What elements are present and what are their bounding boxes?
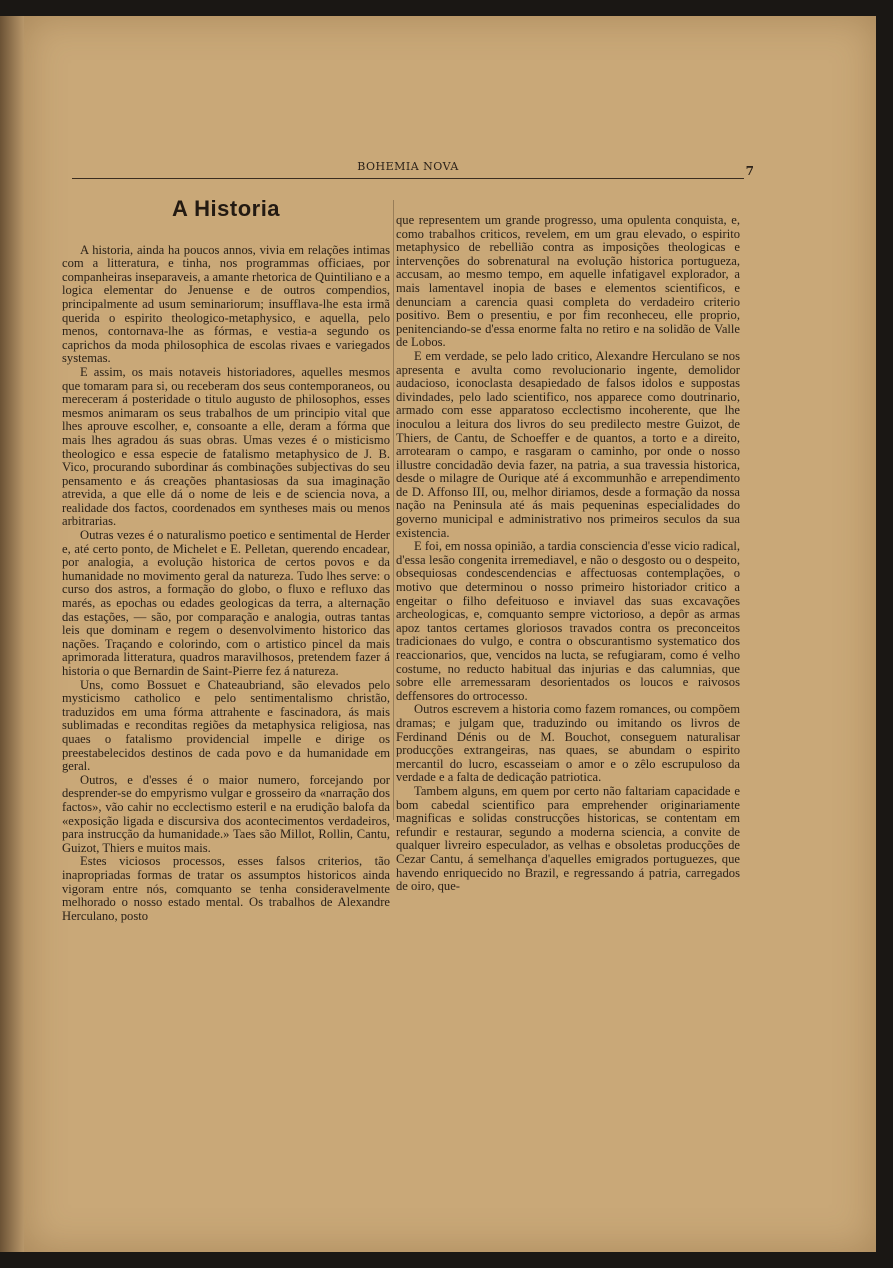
paragraph: Tambem alguns, em quem por certo não faltariam capacidade e bom cabedal scientifico para emprehender originariamente magnificas e solidas construcções historicas, se contentam em refundir e restaurar, segundo a moderna sciencia, a convite de qualquer livreiro especulador, as velhas e obsoletas producções de Cezar Cantu, á semelhança d'aquelles emigrados portuguezes, que havendo enriquecido no Brazil, e regressando á patria, carregados de oiro, que- <box>396 783 740 894</box>
article-title: A Historia <box>171 196 281 221</box>
right-column <box>396 214 740 894</box>
paragraph: Uns, como Bossuet e Chateaubriand, são elevados pelo mysticismo catholico e pelo sentimentalismo christão, traduzidos em uma fórma attrahente e fascinadora, ás mais sublimadas e reconditas regiões da metaphysica religiosa, nas quaes o fatalismo providencial impelle e dirige os preestabelecidos destinos de cada povo e da humanidade em geral. <box>62 677 390 774</box>
paragraph: Outros escrevem a historia como fazem romances, ou compõem dramas; e julgam que, traduzindo ou imitando os livros de Ferdinand Dénis ou de M. Bouchot, conseguem naturalisar producções extrangeiras, nas quaes, se abundam o espirito mercantil do lucro, escasseiam o amor e o zêlo escrupuloso da verdade e a falta de dedicação patriotica. <box>396 702 740 785</box>
paragraph: E assim, os mais notaveis historiadores, aquelles mesmos que tomaram para si, ou receberam dos seus contemporaneos, ou mereceram á posteridade o titulo augusto de philosophos, esses mesmos animaram os seus trabalhos de um principio vital que lhes aprouve escolher, e, consoante a elle, deram a fórma que mais lhes agradou ás suas obras. Umas vezes é o misticismo theologico e essa especie de fatalismo metaphysico de J. B. Vico, procurando subordinar ás combinações subjectivas do seu pensamento e ás creações phantasiosas da sua imaginação atrevida, a que elle dá o nome de leis e de sciencia nova, a realidade dos factos, coordenados em syntheses mais ou menos arbitrarias. <box>62 364 390 529</box>
paragraph: Outros, e d'esses é o maior numero, forcejando por desprender-se do empyrismo vulgar e grosseiro da «narração dos factos», vão cahir no ecclectismo esteril e na erudição balofa da «exposição ligada e discursiva dos acontecimentos verdadeiros, para instrucção da humanidade.» Taes são Millot, Rollin, Cantu, Guizot, Thiers e muitos mais. <box>62 772 390 855</box>
paragraph: Outras vezes é o naturalismo poetico e sentimental de Herder e, até certo ponto, de Michelet e E. Pelletan, querendo encadear, por analogia, a evolução historica de certos povos e da humanidade no movimento geral da natureza. Tudo lhes serve: o curso dos astros, a formação do globo, o fluxo e refluxo das marés, as epochas ou edades geologicas da terra, a alternação das estações, — são, por comparação e analogia, outras tantas leis que dominam e regem o desenvolvimento historico das nações. Traçando e colorindo, com o artistico pincel da mais aprimorada litteratura, quadros maravilhosos, pretendem fazer á historia o que Bernardin de Saint-Pierre fez á natureza. <box>62 528 390 678</box>
page-header <box>72 158 754 179</box>
running-head: BOHEMIA NOVA <box>357 160 459 173</box>
paragraph: que representem um grande progresso, uma opulenta conquista, e, como trabalhos criticos, revelem, em um grau elevado, o espirito metaphysico de rebellião contra as imposições theologicas e intervenções do sobrenatural na evolução historica portugueza, accusam, ao mesmo tempo, em aquelle infatigavel explorador, a mais lamentavel inopia de bases e elementos scientificos, e denunciam a carencia quasi completa do verdadeiro criterio positivo. Bem o presentiu, e por fim reconheceu, elle proprio, penitenciando-se d'essa enorme falta no retiro e na solidão de Valle de Lobos. <box>396 213 740 350</box>
paragraph: E em verdade, se pelo lado critico, Alexandre Herculano se nos apresenta e avulta como revolucionario ingente, demolidor audacioso, iconoclasta desapiedado de falsos idolos e suppostas divindades, pelo lado scientifico, nos apparece como doutrinario, armado com esse apparatoso ecclectismo incoherente, que lhe inoculou a leitura dos livros do seu predilecto mestre Guizot, de Thiers, de Cantu, de Schoeffer e de quantos, a torto e a direito, arrotearam o campo, e rasgaram o caminho, por onde o nosso illustre concidadão devia fazer, na patria, a sua travessia historica, desde o milagre de Ourique até á excommunhão e arrependimento de D. Affonso III, ou, melhor diriamos, desde a formação da nossa nação na Peninsula até ás mais pequeninas especialidades do governo municipal e administrativo nos primeiros seculos da sua existencia. <box>396 348 740 540</box>
paragraph: E foi, em nossa opinião, a tardia consciencia d'esse vicio radical, d'essa lesão congenita irremediavel, e não o desgosto ou o despeito, obsequiosas condescendencias e affectuosas contemplações, o motivo que determinou o nosso primeiro historiador critico a engeitar o filho defeituoso e inviavel das suas excavações archeologicas, e, comquanto sempre victorioso, a depôr as armas apoz tantos certames gloriosos travados contra os preconceitos tradicionaes do vulgo, e contra o obscurantismo systematico dos reaccionarios, que, vencidos na lucta, se refugiaram, como é velho costume, no reducto habitual das injurias e das calumnias, que sobre elle arremessaram desorientados os loucos e raivosos deffensores do ortrocesso. <box>396 539 740 703</box>
paragraph: Estes viciosos processos, esses falsos criterios, tão inapropriadas formas de tratar os assumptos historicos ainda vigoram entre nós, comquanto se tenha consideravelmente melhorado o nosso estado mental. Os trabalhos de Alexandre Herculano, posto <box>62 854 390 923</box>
left-column <box>62 196 390 923</box>
page-number: 7 <box>745 164 754 178</box>
book-spine-edge <box>0 16 24 1252</box>
paragraph: A historia, ainda ha poucos annos, vivia em relações intimas com a litteratura, e tinha, nos programmas officiaes, por companheiras inseparaveis, a amante rhetorica de Quintiliano e a logica elementar do Jenuense e de outros compendios, principalmente ad usum seminariorum; insufflava-lhe esta irmã querida o espirito theologico-metaphysico, e aquella, pelo menos, contornava-lhe as fórmas, e vestia-a segundo os caprichos da moda philosophica de escolas rivaes e variegados systemas. <box>62 242 390 366</box>
column-divider <box>393 200 394 820</box>
